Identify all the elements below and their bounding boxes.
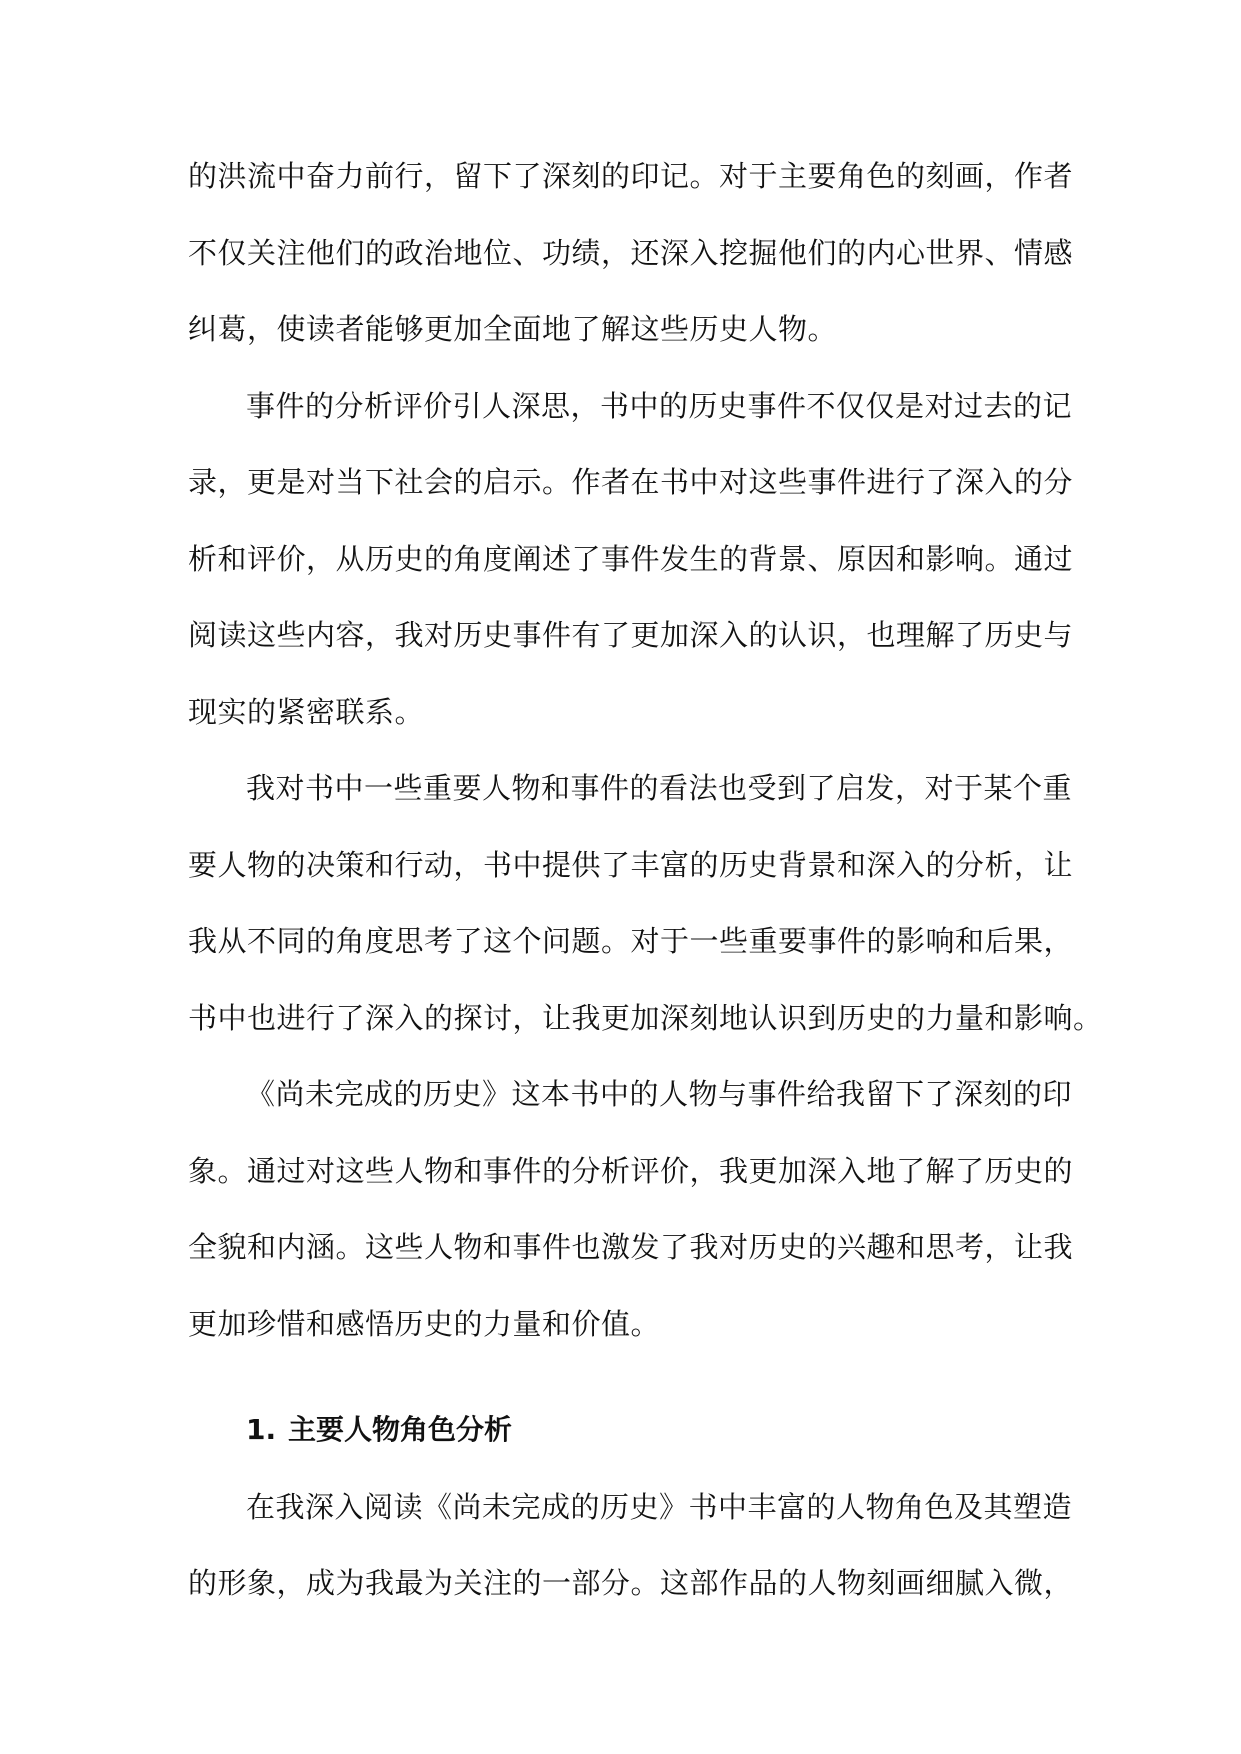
text-line: 全貌和内涵。这些人物和事件也激发了我对历史的兴趣和思考，让我 — [188, 1230, 1074, 1264]
text-line: 阅读这些内容，我对历史事件有了更加深入的认识，也理解了历史与 — [188, 618, 1074, 652]
document-page — [188, 138, 1103, 1622]
paragraph — [188, 368, 1074, 751]
paragraph — [188, 750, 1103, 1056]
text-line: 象。通过对这些人物和事件的分析评价，我更加深入地了解了历史的 — [188, 1153, 1074, 1188]
text-line: 我从不同的角度思考了这个问题。对于一些重要事件的影响和后果， — [188, 924, 1074, 958]
text-line: 的洪流中奋力前行，留下了深刻的印记。对于主要角色的刻画，作者 — [188, 159, 1074, 193]
text-line: 《尚未完成的历史》这本书中的人物与事件给我留下了深刻的印 — [246, 1077, 1073, 1111]
text-line: 析和评价，从历史的角度阐述了事件发生的背景、原因和影响。通过 — [188, 541, 1074, 576]
text-line: 我对书中一些重要人物和事件的看法也受到了启发，对于某个重 — [246, 771, 1073, 805]
section-title: 主要人物角色分析 — [288, 1413, 513, 1446]
text-line: 现实的紧密联系。 — [188, 694, 425, 729]
paragraph — [188, 138, 1074, 368]
paragraph — [188, 1056, 1074, 1362]
section-number: 1. — [246, 1413, 277, 1446]
text-line: 纠葛，使读者能够更加全面地了解这些历史人物。 — [188, 312, 838, 346]
paragraph — [188, 1469, 1074, 1622]
text-line: 在我深入阅读《尚未完成的历史》书中丰富的人物角色及其塑造 — [246, 1489, 1073, 1524]
text-line: 录，更是对当下社会的启示。作者在书中对这些事件进行了深入的分 — [188, 465, 1074, 499]
text-line: 的形象，成为我最为关注的一部分。这部作品的人物刻画细腻入微， — [188, 1566, 1074, 1600]
text-line: 不仅关注他们的政治地位、功绩，还深入挖掘他们的内心世界、情感 — [188, 235, 1074, 270]
text-line: 要人物的决策和行动，书中提供了丰富的历史背景和深入的分析，让 — [188, 847, 1074, 882]
text-line: 更加珍惜和感悟历史的力量和价值。 — [188, 1306, 661, 1341]
text-line: 事件的分析评价引人深思，书中的历史事件不仅仅是对过去的记 — [246, 388, 1073, 423]
section-heading — [188, 1392, 1058, 1469]
text-line: 书中也进行了深入的探讨，让我更加深刻地认识到历史的力量和影响。 — [188, 1000, 1103, 1035]
